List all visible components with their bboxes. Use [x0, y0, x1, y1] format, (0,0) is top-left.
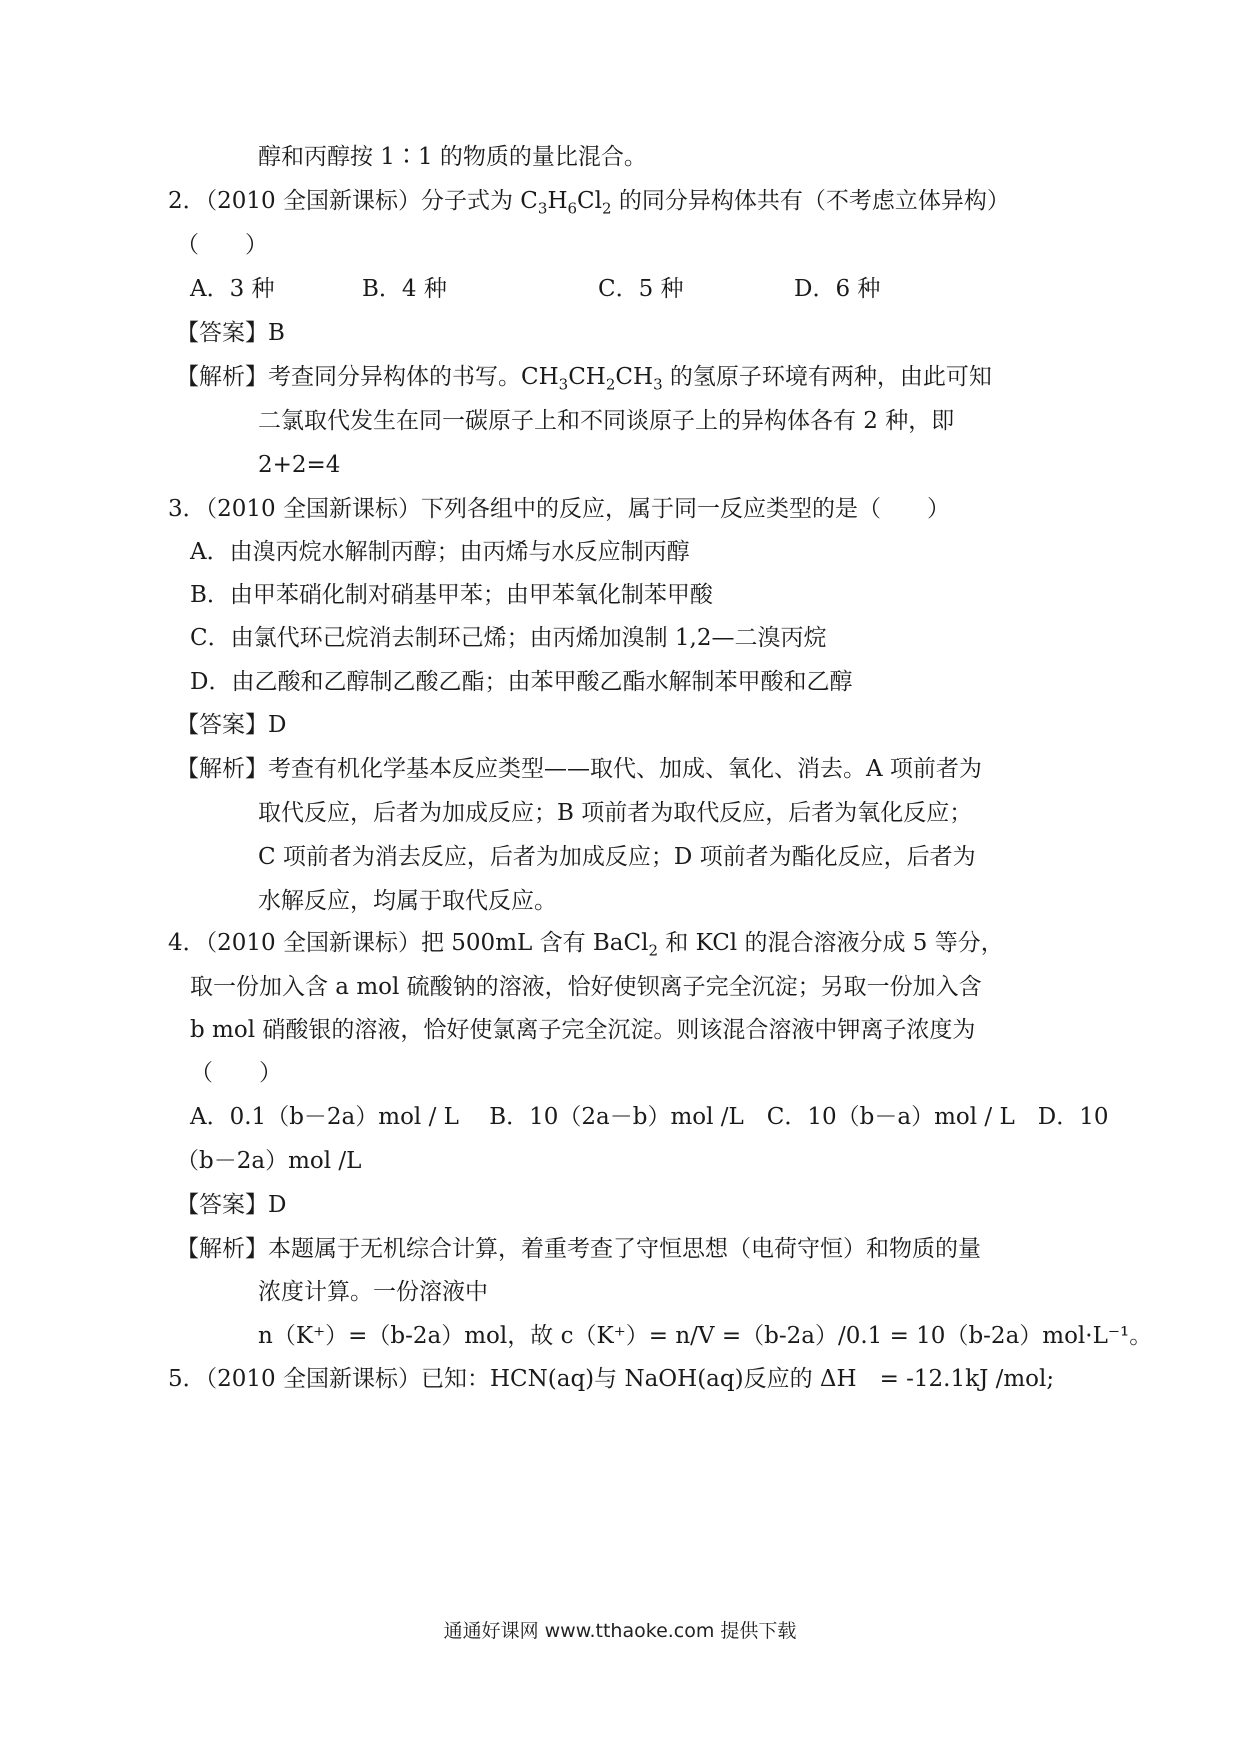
- q3-analysis-1: 【解析】考查有机化学基本反应类型——取代、加成、氧化、消去。A 项前者为: [176, 756, 982, 782]
- analysis-tag: 【解析】: [176, 1236, 268, 1262]
- q3-analysis-2: 取代反应，后者为加成反应；B 项前者为取代反应，后者为氧化反应；: [258, 800, 973, 826]
- answer-tag: 【答案】: [176, 712, 268, 738]
- q3-option-a: A．由溴丙烷水解制丙醇；由丙烯与水反应制丙醇: [190, 539, 690, 565]
- q2-option-c: C．5 种: [598, 276, 684, 302]
- q2-options: [190, 274, 880, 304]
- q4-stem-3: b mol 硝酸银的溶液，恰好使氯离子完全沉淀。则该混合溶液中钾离子浓度为: [190, 1017, 976, 1043]
- q4-options-2: （b－2a）mol /L: [176, 1148, 362, 1174]
- q2-option-d: D．6 种: [794, 276, 881, 302]
- q2-analysis-3: 2+2=4: [258, 452, 341, 478]
- q3-analysis-3: C 项前者为消去反应，后者为加成反应；D 项前者为酯化反应，后者为: [258, 844, 976, 870]
- answer-tag: 【答案】: [176, 320, 268, 346]
- q2-stem: 2．（2010 全国新课标）分子式为 $C_3H_6Cl_2$ 的同分异构体共有（不考虑立体异构）: [168, 188, 1010, 218]
- q4-analysis-1: 【解析】本题属于无机综合计算，着重考查了守恒思想（电荷守恒）和物质的量: [176, 1236, 981, 1262]
- q3-option-b: B．由甲苯硝化制对硝基甲苯；由甲苯氧化制苯甲酸: [190, 582, 713, 608]
- q3-stem: 3．（2010 全国新课标）下列各组中的反应，属于同一反应类型的是（ ）: [168, 496, 950, 522]
- page-footer: 通通好课网 www.tthaoke.com 提供下载: [443, 1620, 797, 1642]
- q4-blank: （ ）: [190, 1060, 282, 1086]
- q2-blank: （ ）: [176, 232, 268, 258]
- analysis-tag: 【解析】: [176, 364, 268, 390]
- q2-option-b: B．4 种: [362, 276, 447, 302]
- analysis-tag: 【解析】: [176, 756, 268, 782]
- continuation-text: 醇和丙醇按 1∶1 的物质的量比混合。: [258, 144, 647, 170]
- q2-answer: [176, 318, 285, 348]
- q4-options-1: A．0.1（b－2a）mol / L B．10（2a－b）mol /L C．10（b－a）mol / L D．10: [190, 1104, 1109, 1130]
- q4-stem-2: 取一份加入含 a mol 硫酸钠的溶液，恰好使钡离子完全沉淀；另取一份加入含: [190, 974, 982, 1000]
- q3-analysis-4: 水解反应，均属于取代反应。: [258, 888, 557, 914]
- q4-answer: [176, 1190, 286, 1220]
- q4-stem-1: 4．（2010 全国新课标）把 500mL 含有 BaCl$_2$ 和 KCl 的混合溶液分成 5 等分，: [168, 930, 1004, 960]
- q4-analysis-3: n（K⁺）=（b-2a）mol，故 c（K⁺）= n/V =（b-2a）/0.1 = 10（b-2a）mol·L⁻¹。: [258, 1323, 1153, 1349]
- q3-option-c: C．由氯代环己烷消去制环己烯；由丙烯加溴制 1,2—二溴丙烷: [190, 625, 827, 651]
- answer-value: D: [268, 1192, 287, 1218]
- q3-answer: [176, 710, 286, 740]
- q2-option-a: A．3 种: [190, 276, 275, 302]
- q2-analysis-2: 二氯取代发生在同一碳原子上和不同谈原子上的异构体各有 2 种，即: [258, 408, 955, 434]
- answer-value: D: [268, 712, 287, 738]
- q2-analysis-1: 【解析】考查同分异构体的书写。$CH_3CH_2CH_3$ 的氢原子环境有两种，由此可知: [176, 364, 992, 394]
- answer-tag: 【答案】: [176, 1192, 268, 1218]
- q5-stem: 5．（2010 全国新课标）已知：HCN(aq)与 NaOH(aq)反应的 ΔH = -12.1kJ /mol;: [168, 1366, 1055, 1392]
- q4-analysis-2: 浓度计算。一份溶液中: [258, 1279, 488, 1305]
- q3-option-d: D．由乙酸和乙醇制乙酸乙酯；由苯甲酸乙酯水解制苯甲酸和乙醇: [190, 669, 853, 695]
- answer-value: B: [268, 320, 285, 346]
